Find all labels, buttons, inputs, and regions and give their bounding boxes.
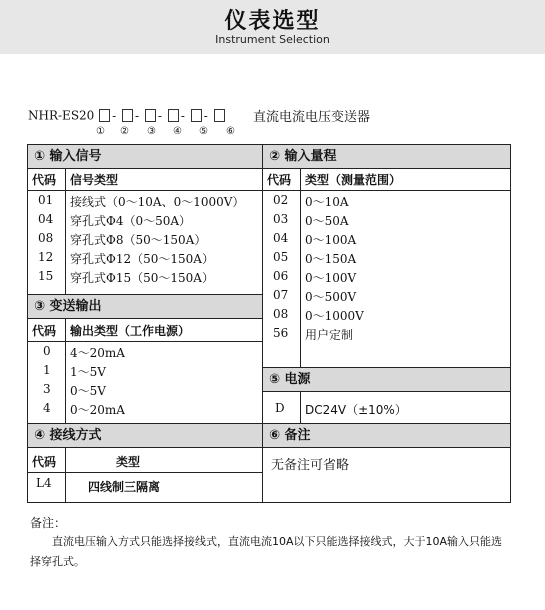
page-subtitle: Instrument Selection <box>215 33 330 46</box>
code-box-2 <box>122 109 133 122</box>
table-row-code: 01 <box>38 193 54 207</box>
table-row-code: 1 <box>43 363 51 377</box>
divider <box>65 169 66 294</box>
input-range-col-type: 类型（测量范围） <box>305 173 402 187</box>
table-row-code: 15 <box>38 269 54 283</box>
table-row-code: 12 <box>38 250 54 264</box>
input-signal-header: ① 输入信号 <box>28 145 262 169</box>
remark-text: 无备注可省略 <box>271 458 350 473</box>
table-row-code: L4 <box>36 476 52 490</box>
code-box-3 <box>145 109 156 122</box>
table-row-code: 07 <box>273 288 289 302</box>
table-row-code: 02 <box>273 193 289 207</box>
table-row-type: 穿孔式Φ12（50～150A） <box>70 252 214 266</box>
table-row-type: 0～100V <box>305 271 357 285</box>
table-row-type: 四线制三隔离 <box>88 480 161 494</box>
wiring-col-code: 代码 <box>32 455 57 469</box>
table-row-type: 0～5V <box>70 384 106 398</box>
table-row-code: 08 <box>38 231 54 245</box>
table-row-type: 0～50A <box>305 214 349 228</box>
code-box-4 <box>168 109 179 122</box>
divider <box>28 190 262 191</box>
position-mark-1: ① <box>96 126 105 137</box>
position-mark-4: ④ <box>173 126 182 137</box>
table-row-code: 3 <box>43 382 51 396</box>
table-row-type: 穿孔式Φ4（0～50A） <box>70 214 192 228</box>
divider <box>300 169 301 367</box>
output-col-type: 输出类型（工作电源） <box>70 324 191 338</box>
wiring-header: ④ 接线方式 <box>28 424 262 448</box>
table-row-type: 0～150A <box>305 252 357 266</box>
output-col-code: 代码 <box>32 324 57 338</box>
notes-body: 直流电压输入方式只能选择接线式，直流电流10A以下只能选择接线式，大于10A输入只能选择穿孔式。 <box>30 535 503 568</box>
table-row-code: 08 <box>273 307 289 321</box>
power-header: ⑤ 电源 <box>263 368 510 392</box>
position-mark-3: ③ <box>147 126 156 137</box>
position-mark-2: ② <box>120 126 129 137</box>
table-row-code: 4 <box>43 401 51 415</box>
code-box-6 <box>214 109 225 122</box>
input-range-col-code: 代码 <box>267 173 292 187</box>
table-row-code: D <box>275 401 285 415</box>
model-code: NHR-ES20 - - - - - <box>28 108 226 126</box>
input-signal-col-code: 代码 <box>32 173 57 187</box>
position-mark-5: ⑤ <box>199 126 208 137</box>
table-row-code: 0 <box>43 344 51 358</box>
table-row-type: 0～1000V <box>305 309 364 323</box>
divider <box>300 392 301 424</box>
table-row-type: 1～5V <box>70 365 106 379</box>
divider <box>28 341 262 342</box>
right-selection-table <box>262 144 511 503</box>
table-row-type: 用户定制 <box>305 328 354 342</box>
table-row-type: DC24V（±10%） <box>305 403 407 417</box>
page-title: 仪表选型 <box>224 9 321 34</box>
model-description: 直流电流电压变送器 <box>253 110 371 125</box>
table-row-type: 穿孔式Φ15（50～150A） <box>70 271 214 285</box>
table-row-code: 56 <box>273 326 289 340</box>
table-row-code: 05 <box>273 250 289 264</box>
left-selection-table <box>27 144 263 503</box>
output-header: ③ 变送输出 <box>28 295 262 319</box>
table-row-type: 0～10A <box>305 195 349 209</box>
position-mark-6: ⑥ <box>226 126 235 137</box>
table-row-type: 4～20mA <box>70 346 125 360</box>
table-row-code: 06 <box>273 269 289 283</box>
table-row-code: 04 <box>38 212 54 226</box>
code-box-5 <box>191 109 202 122</box>
table-row-code: 03 <box>273 212 289 226</box>
model-prefix: NHR-ES20 <box>28 108 95 123</box>
notes-title: 备注： <box>30 516 67 530</box>
header-banner <box>0 0 545 54</box>
remark-header: ⑥ 备注 <box>263 424 510 448</box>
code-box-1 <box>99 109 110 122</box>
table-row-type: 0～20mA <box>70 403 125 417</box>
table-row-type: 0～500V <box>305 290 357 304</box>
input-range-header: ② 输入量程 <box>263 145 510 169</box>
input-signal-col-type: 信号类型 <box>70 173 119 187</box>
divider <box>65 319 66 423</box>
wiring-col-type: 类型 <box>116 455 141 469</box>
table-row-code: 04 <box>273 231 289 245</box>
table-row-type: 穿孔式Φ8（50～150A） <box>70 233 207 247</box>
table-row-type: 接线式（0～10A、0～1000V） <box>70 195 245 209</box>
divider <box>65 448 66 502</box>
table-row-type: 0～100A <box>305 233 357 247</box>
divider <box>28 472 262 473</box>
